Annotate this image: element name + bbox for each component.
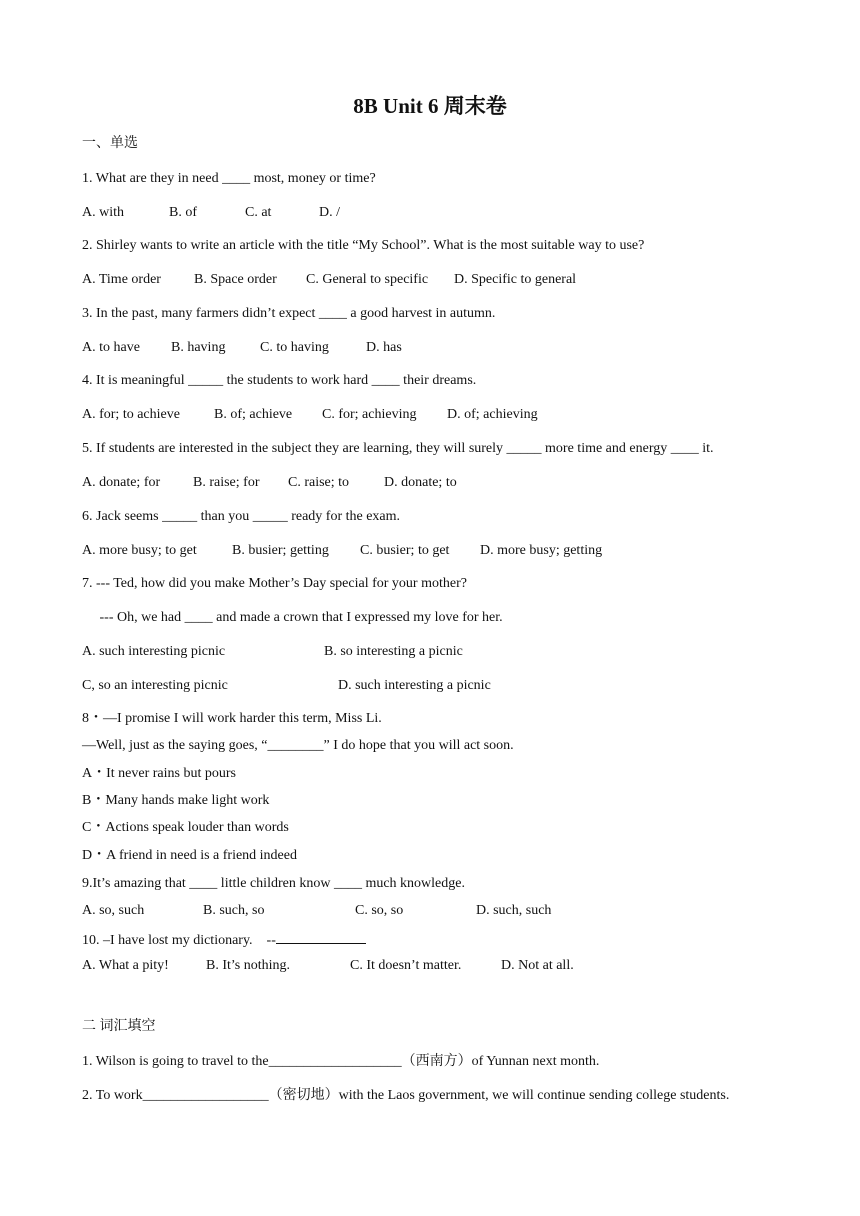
question-1: 1. What are they in need ____ most, money or time? — [82, 171, 376, 186]
question-8-option-b: B・Many hands make light work — [82, 793, 270, 808]
section-heading-vocabulary: 二 词汇填空 — [82, 1019, 156, 1034]
option-a: A. such interesting picnic — [82, 644, 226, 659]
option-d: D. donate; to — [384, 475, 457, 490]
question-7-reply: --- Oh, we had ____ and made a crown that I expressed my love for her. — [82, 610, 503, 625]
option-a: A. to have — [82, 340, 140, 355]
vocab-item-1 — [82, 1054, 599, 1070]
option-b: B. It’s nothing. — [206, 958, 291, 973]
option-a: A. with — [82, 205, 124, 220]
option-b: B. of; achieve — [214, 407, 293, 422]
question-8-reply: —Well, just as the saying goes, “________” I do hope that you will act soon. — [82, 738, 514, 753]
option-b: B. so interesting a picnic — [324, 644, 463, 659]
option-b: B. Space order — [194, 272, 277, 287]
section-heading-single-choice: 一、单选 — [82, 136, 138, 151]
question-2: 2. Shirley wants to write an article with the title “My School”. What is the most suitable way to use? — [82, 238, 645, 253]
question-8: 8・—I promise I will work harder this term, Miss Li. — [82, 711, 382, 726]
question-3: 3. In the past, many farmers didn’t expect ____ a good harvest in autumn. — [82, 306, 496, 321]
question-10-text: 10. –I have lost my dictionary. -- — [82, 933, 276, 948]
question-7: 7. --- Ted, how did you make Mother’s Day special for your mother? — [82, 576, 467, 591]
option-c: C. to having — [260, 340, 329, 355]
page-title: 8B Unit 6 周末卷 — [353, 94, 507, 118]
option-d: D. of; achieving — [447, 407, 538, 422]
option-d: D. such interesting a picnic — [338, 678, 491, 693]
option-b: B. such, so — [203, 903, 265, 918]
answer-blank — [276, 930, 366, 944]
option-b: B. busier; getting — [232, 543, 329, 558]
option-a: A. donate; for — [82, 475, 161, 490]
option-c: C. It doesn’t matter. — [350, 958, 462, 973]
question-9: 9.It’s amazing that ____ little children know ____ much knowledge. — [82, 876, 465, 891]
vocab-item-2-before: 2. To work — [82, 1088, 143, 1103]
question-8-option-c: C・Actions speak louder than words — [82, 820, 289, 835]
vocab-item-1-blank-b: _________ — [324, 1054, 388, 1069]
option-c: C. at — [245, 205, 272, 220]
option-b: B. raise; for — [193, 475, 260, 490]
option-d: D. / — [319, 205, 340, 220]
option-c: C. busier; to get — [360, 543, 450, 558]
option-a: A. for; to achieve — [82, 407, 180, 422]
question-10 — [82, 930, 366, 949]
option-a: A. so, such — [82, 903, 145, 918]
option-d: D. has — [366, 340, 402, 355]
option-c: C, so an interesting picnic — [82, 678, 228, 693]
question-4: 4. It is meaningful _____ the students to work hard ____ their dreams. — [82, 373, 477, 388]
question-8-option-d: D・A friend in need is a friend indeed — [82, 848, 297, 863]
option-b: B. having — [171, 340, 226, 355]
vocab-item-1-after: __（西南方）of Yunnan next month. — [387, 1054, 600, 1069]
vocab-item-2-after: _（密切地）with the Laos government, we will continue sending college students. — [261, 1088, 730, 1103]
option-a: A. more busy; to get — [82, 543, 197, 558]
vocab-item-1-blank-a: ________ — [268, 1054, 325, 1069]
option-c: C. raise; to — [288, 475, 350, 490]
vocab-item-2-blank-b: _________ — [198, 1088, 262, 1103]
vocab-item-1-before: 1. Wilson is going to travel to the — [82, 1054, 269, 1069]
option-a: A. Time order — [82, 272, 161, 287]
option-d: D. Not at all. — [501, 958, 574, 973]
option-b: B. of — [169, 205, 197, 220]
vocab-item-2-blank-a: ________ — [142, 1088, 199, 1103]
option-a: A. What a pity! — [82, 958, 169, 973]
question-6: 6. Jack seems _____ than you _____ ready for the exam. — [82, 509, 401, 524]
option-d: D. such, such — [476, 903, 552, 918]
option-c: C. General to specific — [306, 272, 429, 287]
question-8-option-a: A・It never rains but pours — [82, 766, 236, 781]
vocab-item-2 — [82, 1088, 729, 1104]
option-c: C. for; achieving — [322, 407, 417, 422]
option-d: D. Specific to general — [454, 272, 577, 287]
question-5: 5. If students are interested in the subject they are learning, they will surely _____ more time and energy ____ it. — [82, 441, 714, 456]
option-d: D. more busy; getting — [480, 543, 603, 558]
option-c: C. so, so — [355, 903, 404, 918]
